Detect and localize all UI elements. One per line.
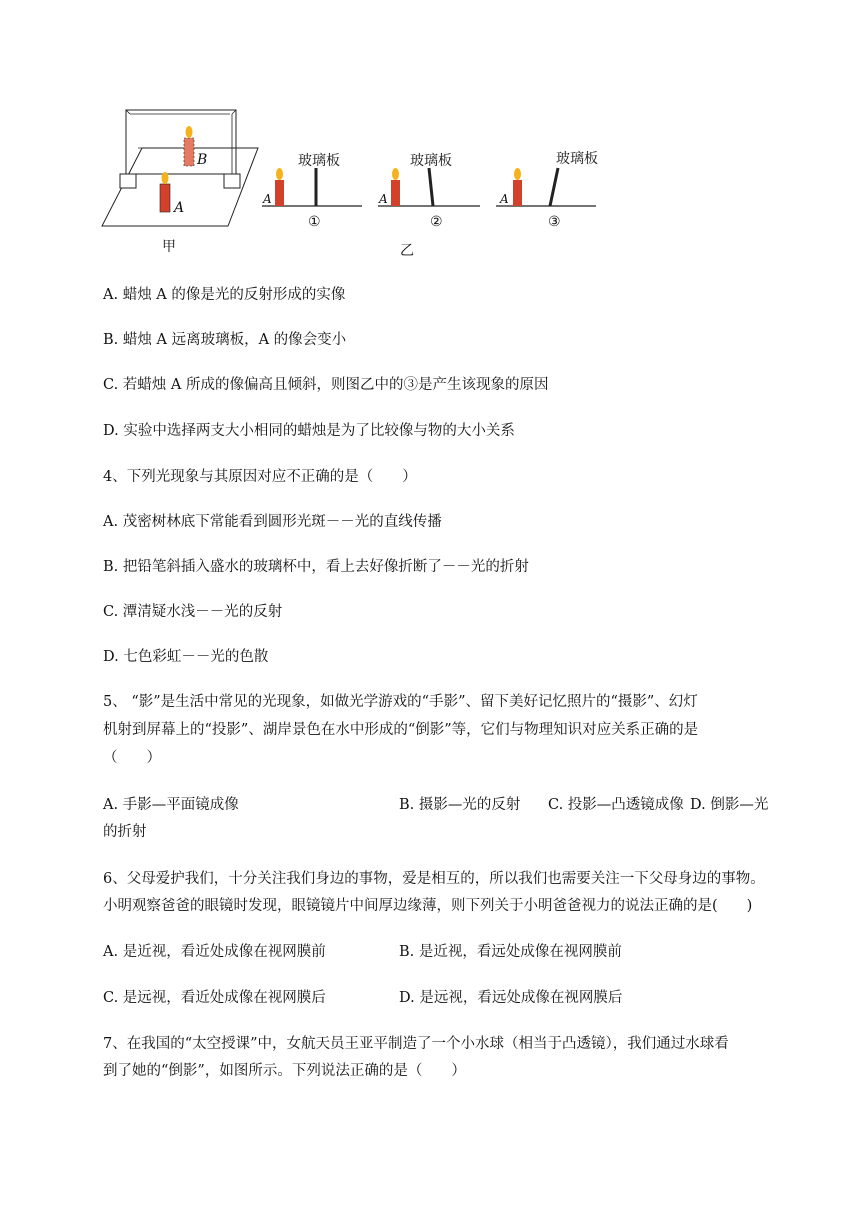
q6-option-d: D. 是远视，看远处成像在视网膜后 [399,990,623,1006]
circle-3-label: ③ [548,214,561,230]
figure-yi-1 [262,168,362,206]
q4-option-d: D. 七色彩虹－－光的色散 [103,649,269,665]
glass-label-1: 玻璃板 [298,153,340,169]
label-a-3: A [500,192,509,206]
q3-option-b: B. 蜡烛 A 远离玻璃板，A 的像会变小 [103,332,347,348]
q4-option-b: B. 把铅笔斜插入盛水的玻璃杯中，看上去好像折断了－－光的折射 [103,559,529,575]
label-yi: 乙 [400,243,414,259]
circle-1-label: ① [308,214,321,230]
q5-option-a: A. 手影—平面镜成像 [103,797,239,813]
experiment-figure [100,108,620,268]
glass-label-3: 玻璃板 [556,151,598,167]
q6-stem-line1: 6、父母爱护我们，十分关注我们身边的事物，爱是相互的，所以我们也需要关注一下父母身边的事物。 [103,871,765,887]
figure-yi-2 [378,168,480,206]
q4-stem: 4、下列光现象与其原因对应不正确的是（ ） [103,469,417,485]
q5-option-b: B. 摄影—光的反射 [399,797,521,813]
glass-label-2: 玻璃板 [410,153,452,169]
q6-stem-line2: 小明观察爸爸的眼镜时发现，眼镜镜片中间厚边缘薄，则下列关于小明爸爸视力的说法正确的是( ) [103,898,753,914]
q3-option-d: D. 实验中选择两支大小相同的蜡烛是为了比较像与物的大小关系 [103,423,515,439]
q5-stem-line1: 5、 “影”是生活中常见的光现象，如做光学游戏的“手影”、留下美好记忆照片的“摄影”、幻灯 [103,694,698,710]
q5-option-c: C. 投影—凸透镜成像 [548,797,684,813]
q4-option-a: A. 茂密树林底下常能看到圆形光斑－－光的直线传播 [103,514,442,530]
experiment-diagram [100,108,620,268]
q6-option-a: A. 是近视，看近处成像在视网膜前 [103,944,326,960]
q5-option-d: D. 倒影—光 [690,797,769,813]
q3-option-c: C. 若蜡烛 A 所成的像偏高且倾斜，则图乙中的③是产生该现象的原因 [103,377,549,393]
label-a-jia: A [174,200,185,216]
label-a-1: A [263,192,272,206]
circle-2-label: ② [430,214,443,230]
q6-option-c: C. 是远视，看近处成像在视网膜后 [103,990,326,1006]
q5-stem-line2: 机射到屏幕上的“投影”、湖岸景色在水中形成的“倒影”等，它们与物理知识对应关系正确的是 [103,722,699,738]
q3-option-a: A. 蜡烛 A 的像是光的反射形成的实像 [103,287,346,303]
q6-option-b: B. 是近视，看远处成像在视网膜前 [399,944,622,960]
q7-stem-line1: 7、在我国的“太空授课”中，女航天员王亚平制造了一个小水球（相当于凸透镜），我们通过水球看 [103,1036,729,1052]
q5-stem-line3: （ ） [103,750,161,766]
label-jia: 甲 [162,239,176,255]
q5-option-d-cont: 的折射 [103,824,147,840]
label-b: B [197,152,208,168]
figure-yi-3 [496,168,596,206]
label-a-2: A [379,192,388,206]
q4-option-c: C. 潭清疑水浅－－光的反射 [103,604,283,620]
q7-stem-line2: 到了她的“倒影”，如图所示。下列说法正确的是（ ） [103,1063,466,1079]
